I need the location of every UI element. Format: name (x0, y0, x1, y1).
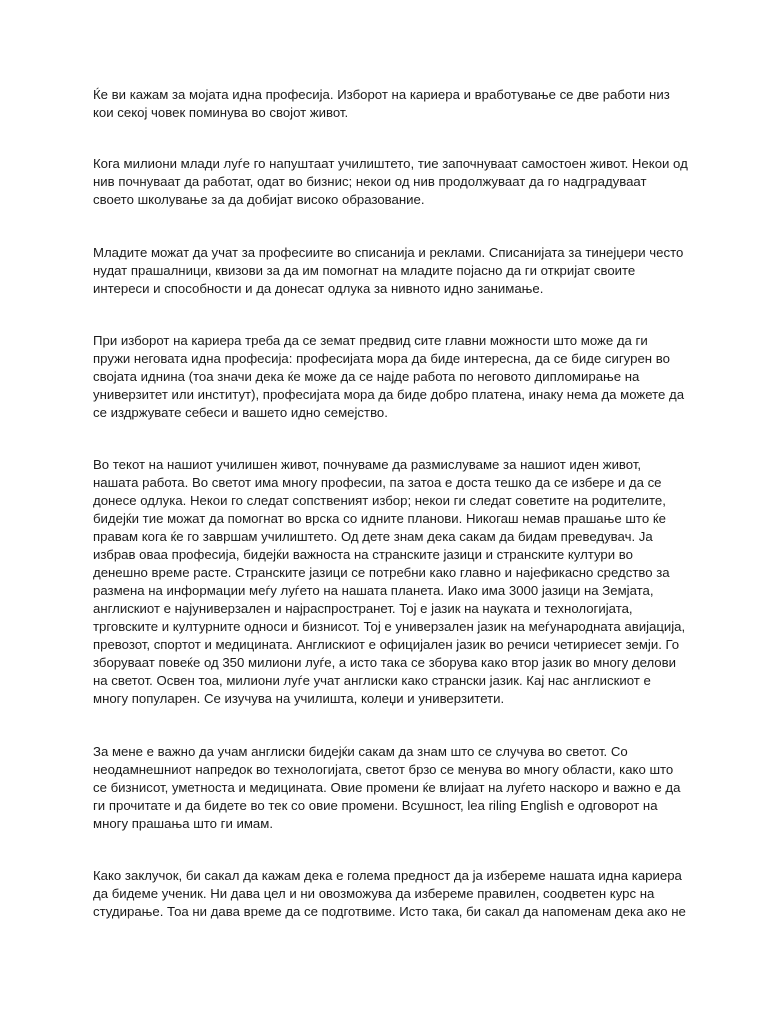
paragraph-magazines: Младите можат да учат за професиите во списанија и реклами. Списанијата за тинејџери често нудат прашалници, квизови за да им помогнат на младите појасно да ги откријат своите интереси и способности и да донесат одлука за нивното идно занимање. (93, 245, 684, 296)
paragraph-spacer (93, 422, 688, 456)
paragraph-spacer (93, 833, 688, 867)
paragraph-school-leavers: Кога милиони млади луѓе го напуштаат училиштето, тие започнуваат самостоен живот. Некои од нив почнуваат да работат, одат во бизнис; некои од нив продолжуваат да го надградуваат своето школување за да добијат високо образование. (93, 156, 688, 207)
paragraph-conclusion: Како заклучок, би сакал да кажам дека е голема предност да ја избереме нашата идна кариера да бидеме ученик. Ни дава цел и ни овозможува да избереме правилен, соодветен курс на студирање. Тоа ни дава време да се подготвиме. Исто така, би сакал да напоменам дека ако не (93, 868, 686, 919)
paragraph-why-english: За мене е важно да учам англиски бидејќи сакам да знам што се случува во светот. Со неодамнешниот напредок во технологијата, светот брзо се менува во многу области, како што се бизнисот, уметноста и медицината. Овие промени ќе влијаат на луѓето наскоро и важно е да ги прочитате и да бидете во тек со овие промени. Всушност, lea riling English е одговорот на многу прашања што ги имам. (93, 744, 681, 831)
paragraph-spacer (93, 122, 688, 155)
paragraph-spacer (93, 209, 688, 244)
paragraph-career-choice: При изборот на кариера треба да се земат предвид сите главни можности што може да ги пружи неговата идна професија: професијата мора да биде интересна, да се биде сигурен во својата иднина (тоа значи дека ќе може да се најде работа по неговото дипломирање на универзитет или институт), професијата мора да биде добро платена, инаку нема да можете да се издржувате себеси и вашето идно семејство. (93, 333, 685, 420)
paragraph-spacer (93, 708, 688, 743)
paragraph-translator: Во текот на нашиот училишен живот, почнуваме да размислуваме за нашиот иден живот, нашата работа. Во светот има многу професии, па затоа е доста тешко да се избере и да се донесе одлука. Некои го следат сопственият избор; некои ги следат советите на родителите, бидејќи тие можат да помогнат во врска со идните планови. Никогаш немав прашање што ќе правам кога ќе го завршам училиштето. Од дете знам дека сакам да бидам преведувач. Ја избрав оваа професија, бидејќи важноста на странските јазици и странските култури во денешно време расте. Странските јазици се потребни како главно и најефикасно средство за размена на информации меѓу луѓето на нашата планета. Иако има 3000 јазици на Земјата, англискиот е најуниверзален и најраспространет. Тој е јазик на науката и технологијата, трговските и културните односи и бизнисот. Тој е универзален јазик на меѓународната авијација, превозот, спортот и медицината. Англискиот е официјален јазик во речиси четириесет земји. Го зборуваат повеќе од 350 милиони луѓе, а исто така се зборува како втор јазик во многу делови на светот. Освен тоа, милиони луѓе учат англиски како странски јазик. Кај нас англискиот е многу популарен. Се изучува на училишта, колеџи и универзитети. (93, 457, 686, 706)
paragraph-spacer (93, 298, 688, 332)
paragraph-intro: Ќе ви кажам за мојата идна професија. Изборот на кариера и вработување се две работи низ кои секој човек поминува во својот живот. (93, 87, 670, 120)
document-page (93, 86, 688, 921)
